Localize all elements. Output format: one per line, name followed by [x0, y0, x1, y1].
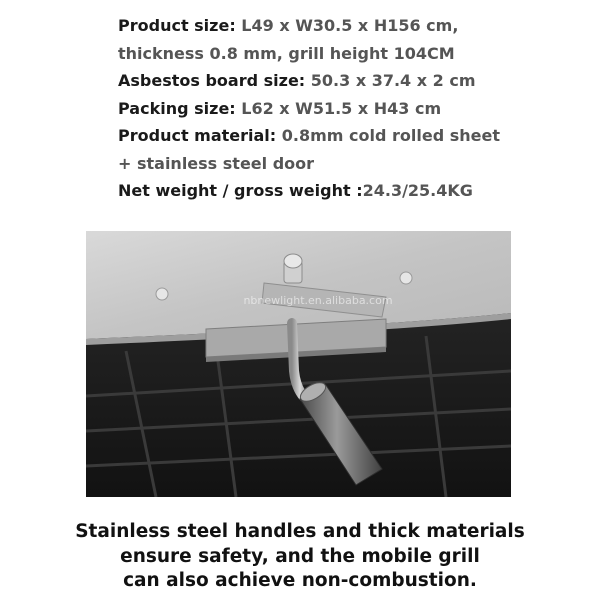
caption-line-2: ensure safety, and the mobile grill — [120, 545, 480, 567]
caption-line-1: Stainless steel handles and thick materials — [75, 521, 525, 542]
spec-material-door: + stainless steel door — [118, 153, 315, 173]
caption-line-3: can also achieve non-combustion. — [123, 570, 477, 591]
spec-asbestos-board-size: Asbestos board size: 50.3 x 37.4 x 2 cm — [118, 71, 476, 90]
rivet — [400, 272, 412, 284]
grill-handle-photo — [86, 231, 511, 497]
spec-product-material: Product material: 0.8mm cold rolled sheet — [118, 126, 500, 145]
caption — [0, 520, 600, 594]
spec-weight: Net weight / gross weight :24.3/25.4KG — [118, 181, 473, 200]
grill-photo-illustration — [86, 231, 511, 497]
watermark: nbnewlight.en.alibaba.com — [243, 294, 393, 307]
spec-packing-size: Packing size: L62 x W51.5 x H43 cm — [118, 98, 442, 118]
spec-thickness: thickness 0.8 mm, grill height 104CM — [118, 43, 455, 63]
rivet — [156, 288, 168, 300]
spec-list — [118, 12, 588, 205]
spec-product-size: Product size: L49 x W30.5 x H156 cm, — [118, 16, 459, 35]
